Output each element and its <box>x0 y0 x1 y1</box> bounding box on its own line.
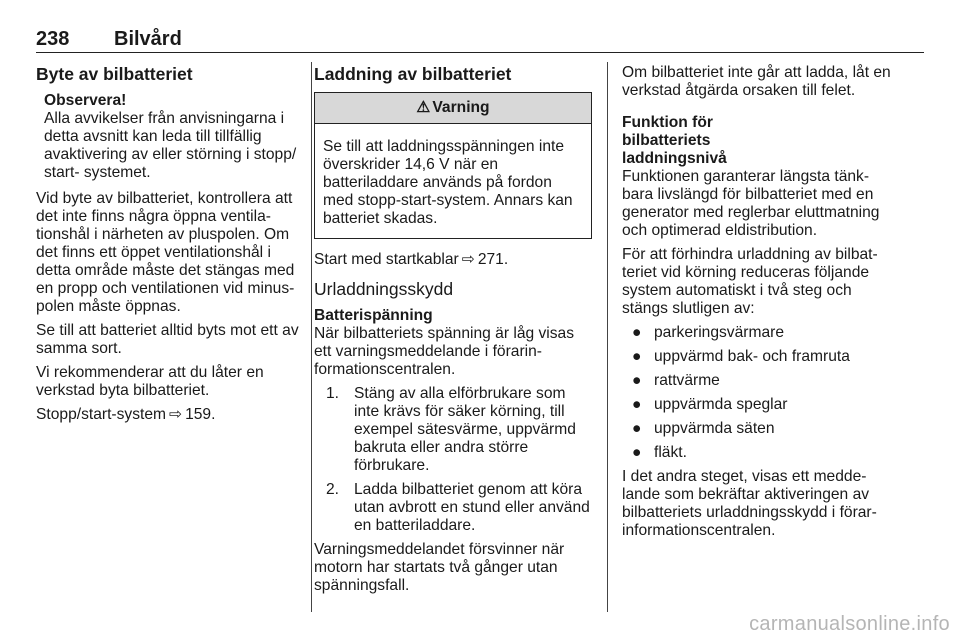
list-item: ● rattvärme <box>632 372 720 389</box>
reference-text: Start med startkablar <box>314 251 459 268</box>
column-divider <box>607 62 608 612</box>
cross-reference <box>314 251 594 269</box>
bullet-icon: ● <box>632 348 642 365</box>
page-header <box>36 30 924 53</box>
reference-page: 271. <box>477 251 509 268</box>
section-heading: Laddning av bilbatteriet <box>314 64 512 84</box>
paragraph: Funktionen garanterar längsta tänkbara livslängd för bilbatteriet med en generator med reglerbar eluttmatning och optimerad eldistribution. <box>622 168 880 239</box>
subsection-heading: Urladdningsskydd <box>314 279 454 299</box>
reference-text: Stopp/start-system <box>36 406 166 423</box>
note-block <box>36 92 302 182</box>
list-item: 1. Stäng av alla elförbrukare som inte krävs för säker körning, till exempel sätesvärme, uppvärmd bakruta eller andra större förbrukare. <box>326 385 576 474</box>
paragraph: Vid byte av bilbatteriet, kontrollera att det inte finns några öppna ventilationshål i närheten av pluspolen. Om det finns ett öppet ventilationshål i detta område måste det stängas med en propp och ventilationen vid minuspolen måste öppnas. <box>36 190 295 315</box>
list-item: ● uppvärmda säten <box>632 420 775 437</box>
paragraph: När bilbatteriets spänning är låg visas ett varningsmeddelande i förarinformationscentralen. <box>314 325 575 378</box>
paragraph: För att förhindra urladdning av bilbatteriet vid körning reduceras följande system automatiskt i två steg och stängs slutligen av: <box>622 246 878 317</box>
column-3 <box>622 64 892 546</box>
page-ref-icon: ⇨ <box>461 251 475 268</box>
page-ref-icon: ⇨ <box>169 406 183 423</box>
cross-reference <box>36 406 302 424</box>
bullet-icon: ● <box>632 420 642 437</box>
paragraph: Om bilbatteriet inte går att ladda, låt en verkstad åtgärda orsaken till felet. <box>622 64 891 99</box>
warning-header <box>315 93 591 124</box>
warning-box <box>314 92 592 239</box>
section-heading: Byte av bilbatteriet <box>36 64 193 84</box>
note-title: Observera! <box>44 92 127 109</box>
page-number: 238 <box>36 28 70 50</box>
sub-heading: Batterispänning <box>314 307 433 324</box>
column-1 <box>36 64 302 430</box>
column-divider <box>311 62 312 612</box>
list-item: 2. Ladda bilbatteriet genom att köra utan avbrott en stund eller använd en batteriladdare. <box>326 481 590 534</box>
list-item: ● parkeringsvärmare <box>632 324 784 341</box>
list-item: ● uppvärmda speglar <box>632 396 788 413</box>
sub-heading: Funktion för bilbatteriets laddningsnivå <box>622 114 727 167</box>
column-2 <box>314 64 594 601</box>
paragraph: I det andra steget, visas ett meddelande som bekräftar aktiveringen av bilbatteriets urladdningsskydd i förarinformationscentralen. <box>622 468 877 539</box>
list-item: ● fläkt. <box>632 444 687 461</box>
watermark: carmanualsonline.info <box>749 613 950 635</box>
chapter-title: Bilvård <box>114 28 182 50</box>
bullet-icon: ● <box>632 396 642 413</box>
paragraph: Vi rekommenderar att du låter en verkstad byta bilbatteriet. <box>36 364 264 399</box>
bullet-icon: ● <box>632 444 642 461</box>
numbered-list <box>314 385 594 535</box>
warning-title: Varning <box>432 99 490 116</box>
warning-text: Se till att laddningsspänningen inte överskrider 14,6 V när en batteriladdare används på fordon med stopp-start-system. Annars kan batteriet skadas. <box>323 138 573 227</box>
warning-icon: ⚠ <box>416 99 431 116</box>
list-item: ● uppvärmd bak- och framruta <box>632 348 850 365</box>
reference-page: 159. <box>185 406 216 423</box>
note-text: Alla avvikelser från anvisningarna i detta avsnitt kan leda till tillfällig avaktivering av eller störning i stopp/ start- systemet. <box>44 110 297 181</box>
bullet-icon: ● <box>632 372 642 389</box>
bullet-icon: ● <box>632 324 642 341</box>
paragraph: Se till att batteriet alltid byts mot ett av samma sort. <box>36 322 299 357</box>
paragraph: Varningsmeddelandet försvinner när motorn har startats två gånger utan spänningsfall. <box>314 541 565 594</box>
bullet-list <box>622 324 892 462</box>
